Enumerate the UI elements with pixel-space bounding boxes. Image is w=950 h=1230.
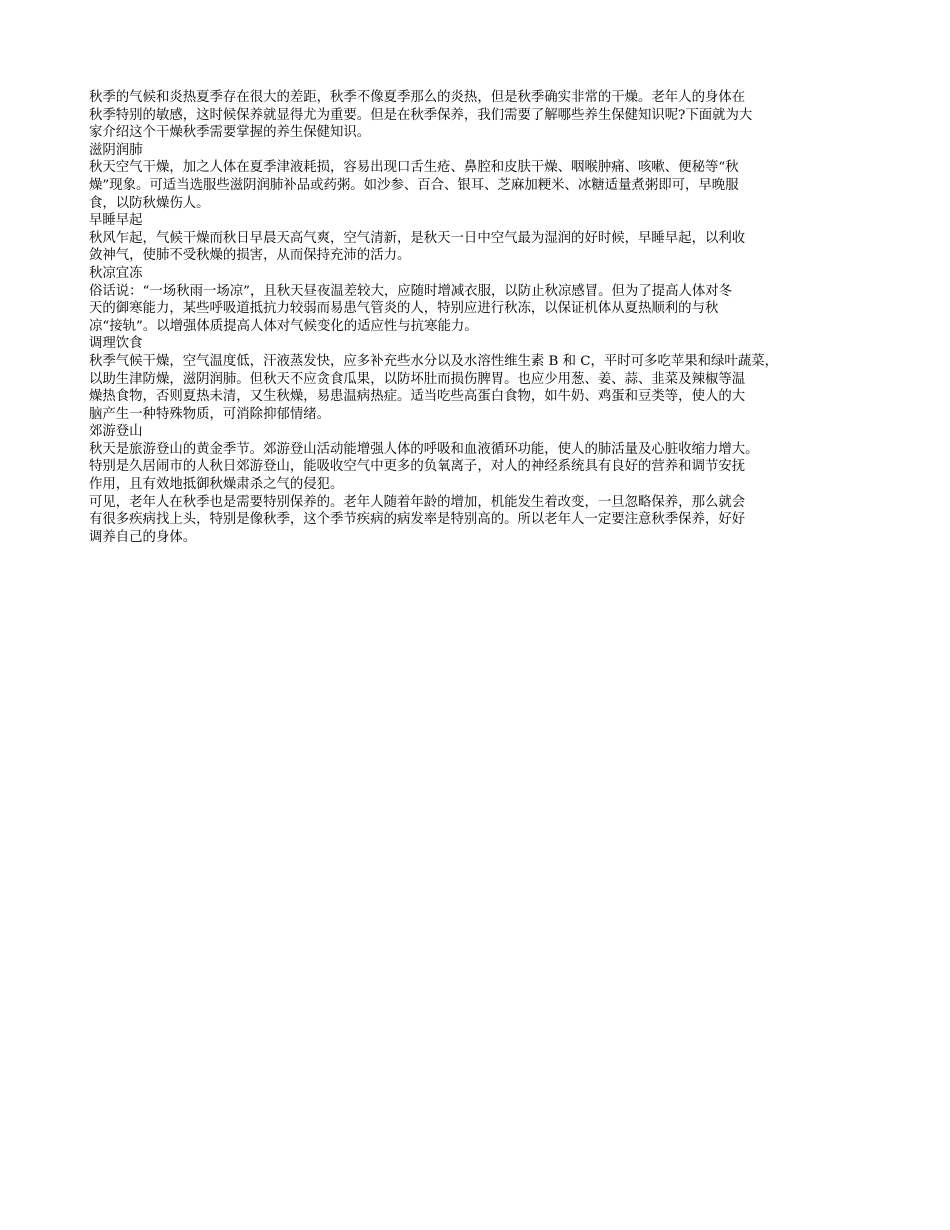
text-line: 秋天是旅游登山的黄金季节。郊游登山活动能增强人体的呼吸和血液循环功能，使人的肺活量及心脏收缩力增大。 [89,441,759,457]
intro-paragraph [89,89,879,142]
text-line: 燥”现象。可适当选服些滋阴润肺补品或药粥。如沙参、百合、银耳、芝麻加粳米、冰糖适量煮粥即可，早晚服 [89,177,739,193]
text-line: 俗话说：“一场秋雨一场凉”，且秋天昼夜温差较大，应随时增减衣服，以防止秋凉感冒。但为了提高人体对冬 [89,283,733,299]
text-line: 秋季特别的敏感，这时候保养就显得尤为重要。但是在秋季保养，我们需要了解哪些养生保健知识呢?下面就为大 [89,107,753,123]
text-line: 特别是久居闹市的人秋日郊游登山，能吸收空气中更多的负氧离子，对人的神经系统具有良好的营养和调节安抚 [89,459,746,475]
text-line: 作用，且有效地抵御秋燥肃杀之气的侵犯。 [89,477,344,493]
section-heading: 早睡早起 [89,213,143,229]
text-line: 天的御寒能力，某些呼吸道抵抗力较弱而易患气管炎的人，特别应进行秋冻，以保证机体从夏热顺利的与秋 [89,301,719,317]
conclusion-paragraph [89,494,879,547]
section-diet [89,335,879,423]
text-line: 有很多疾病找上头，特别是像秋季，这个季节疾病的病发率是特别高的。所以老年人一定要注意秋季保养，好好 [89,512,746,528]
text-line: 以助生津防燥，滋阴润肺。但秋天不应贪食瓜果，以防坏肚而损伤脾胃。也应少用葱、姜、蒜、韭菜及辣椒等温 [89,371,746,387]
section-early-sleep [89,212,879,265]
section-heading: 滋阴润肺 [89,142,143,158]
text-line: 燥热食物，否则夏热未清，又生秋燥，易患温病热症。适当吃些高蛋白食物，如牛奶、鸡蛋和豆类等，使人的大 [89,389,746,405]
section-nourish-lungs [89,142,879,212]
section-heading: 郊游登山 [89,424,143,440]
section-heading: 调理饮食 [89,336,143,352]
text-line: 调养自己的身体。 [89,529,197,545]
text-line: 敛神气，使肺不受秋燥的损害，从而保持充沛的活力。 [89,248,411,264]
text-line: 凉“接轨”。以增强体质提高人体对气候变化的适应性与抗寒能力。 [89,318,478,334]
text-line: 秋季气候干燥，空气温度低，汗液蒸发快，应多补充些水分以及水溶性维生素 B 和 C，平时可多吃苹果和绿叶蔬菜， [89,353,778,369]
section-heading: 秋凉宜冻 [89,265,143,281]
text-line: 秋季的气候和炎热夏季存在很大的差距，秋季不像夏季那么的炎热，但是秋季确实非常的干燥。老年人的身体在 [89,90,746,105]
section-autumn-cold [89,265,879,335]
text-line: 食，以防秋燥伤人。 [89,195,210,211]
text-line: 脑产生一种特殊物质，可消除抑郁情绪。 [89,406,331,422]
text-line: 家介绍这个干燥秋季需要掌握的养生保健知识。 [89,125,371,141]
section-outing [89,423,879,493]
document-body [89,89,879,546]
text-line: 秋风乍起，气候干燥而秋日早晨天高气爽，空气清新，是秋天一日中空气最为湿润的好时候，早睡早起，以利收 [89,230,746,246]
text-line: 可见，老年人在秋季也是需要特别保养的。老年人随着年龄的增加，机能发生着改变，一旦忽略保养，那么就会 [89,494,746,510]
text-line: 秋天空气干燥，加之人体在夏季津液耗损，容易出现口舌生疮、鼻腔和皮肤干燥、咽喉肿痛、咳嗽、便秘等“秋 [89,160,739,176]
